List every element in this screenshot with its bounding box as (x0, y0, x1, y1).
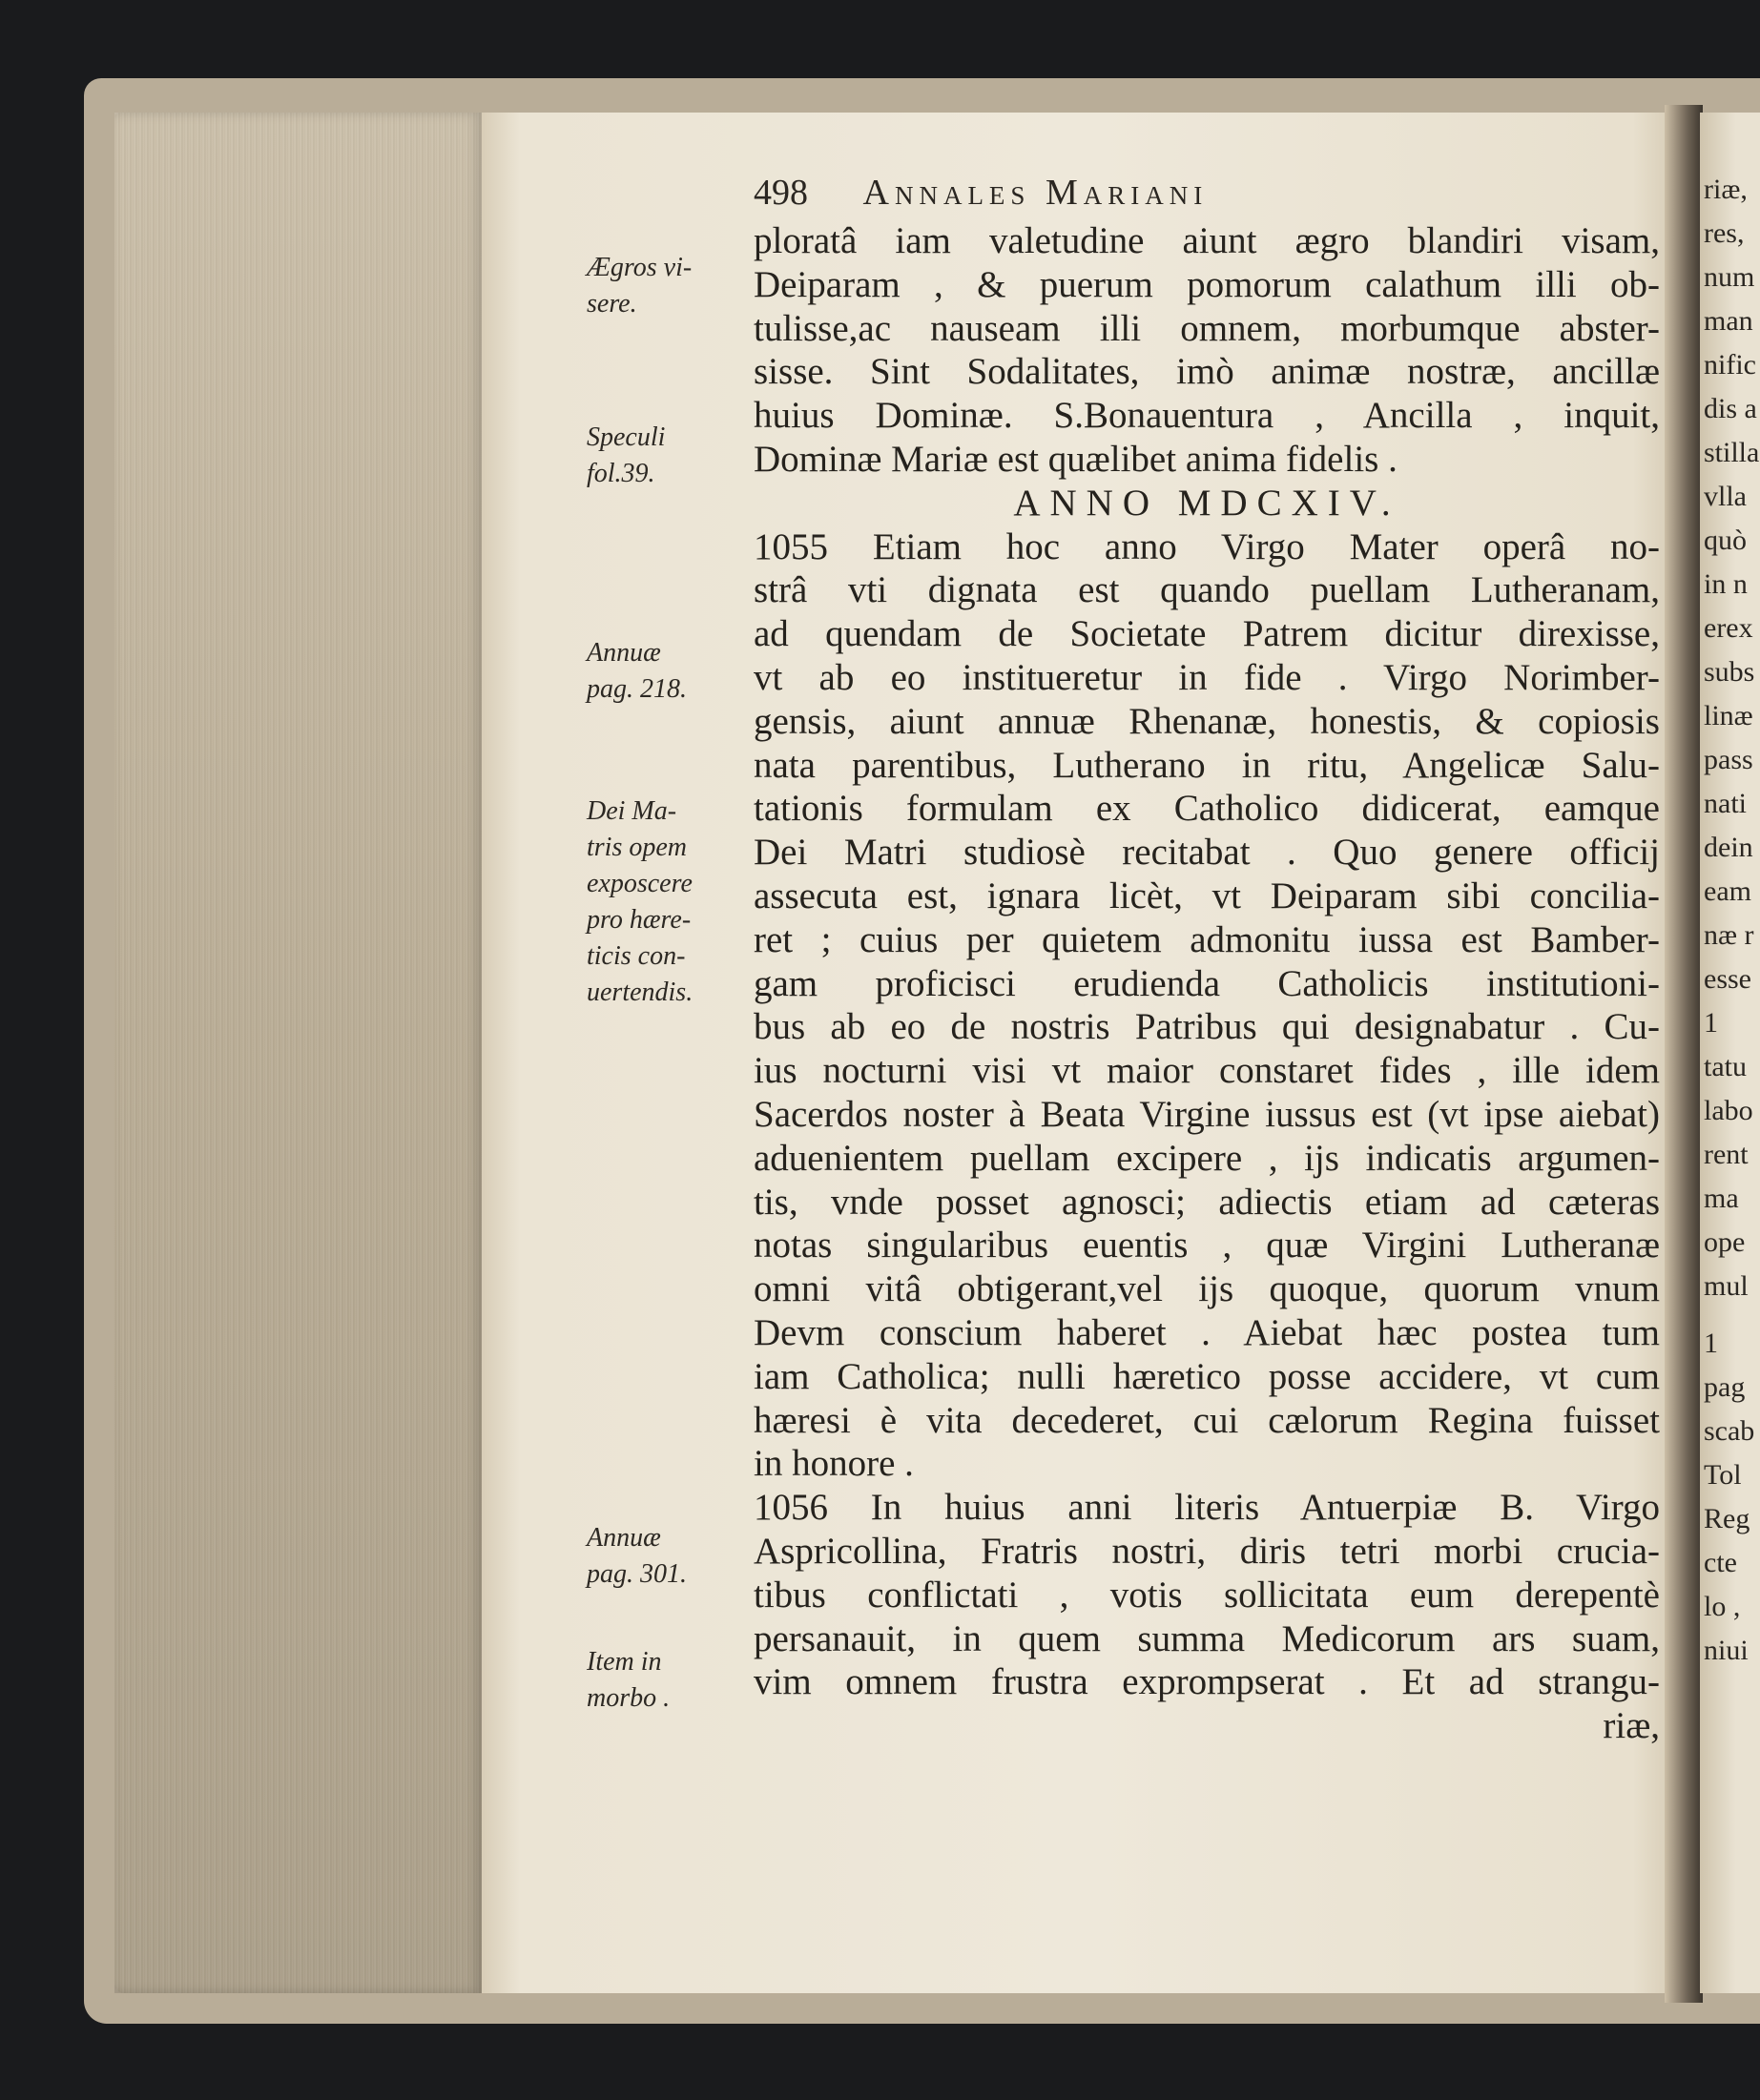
fragment-line: nific (1704, 349, 1756, 381)
fragment-line: subs (1704, 656, 1755, 688)
fragment-line: cte (1704, 1547, 1737, 1578)
fragment-line: næ r (1704, 919, 1754, 951)
text-line: vt ab eo institueretur in fide . Virgo Norimber- (754, 656, 1660, 698)
fragment-line: niui (1704, 1635, 1749, 1666)
fragment-line: num (1704, 261, 1755, 293)
fragment-line: mul (1704, 1270, 1749, 1302)
text-line: aduenientem puellam excipere , ijs indicatis argumen- (754, 1137, 1660, 1179)
margin-note-line: Annuæ (587, 638, 661, 668)
fragment-line: man (1704, 305, 1753, 337)
fragment-line: 1 (1704, 1328, 1718, 1359)
margin-note-line: fol.39. (587, 459, 655, 488)
fragment-line: 1 (1704, 1007, 1718, 1039)
text-line: omni vitâ obtigerant,vel ijs quoque, quorum vnum (754, 1268, 1660, 1310)
margin-note-line: exposcere (587, 869, 693, 898)
text-line: Aspricollina, Fratris nostri, diris tetri morbi crucia- (754, 1530, 1660, 1572)
text-line: Sacerdos noster à Beata Virgine iussus est (vt ipse aiebat) (754, 1093, 1660, 1135)
fragment-line: lo , (1704, 1591, 1741, 1622)
fragment-line: in n (1704, 568, 1748, 600)
page-edges (114, 113, 482, 1993)
margin-note-annuae-301 (587, 1520, 739, 1593)
body-text (754, 219, 1660, 1748)
text-line: tulisse,ac nauseam illi omnem, morbumque abster- (754, 307, 1660, 349)
text-line: strâ vti dignata est quando puellam Lutheranam, (754, 569, 1660, 611)
fragment-line: erex (1704, 612, 1753, 644)
text-line: 1055 Etiam hoc anno Virgo Mater operâ no- (754, 525, 1660, 567)
fragment-line: tatu (1704, 1051, 1747, 1082)
text-line: notas singularibus euentis , quæ Virgini Lutheranæ (754, 1225, 1660, 1266)
margin-note-line: morbo . (587, 1683, 671, 1713)
margin-note-line: Annuæ (587, 1523, 661, 1553)
margin-note-line: pro hære- (587, 905, 692, 935)
fragment-line: dis a (1704, 393, 1757, 424)
text-line: ius nocturni visi vt maior constaret fides , ille idem (754, 1050, 1660, 1092)
fragment-line: Tol (1704, 1459, 1742, 1491)
text-line: 1056 In huius anni literis Antuerpiæ B. Virgo (754, 1487, 1660, 1529)
text-line: assecuta est, ignara licèt, vt Deiparam sibi concilia- (754, 875, 1660, 916)
text-line: bus ab eo de nostris Patribus qui designabatur . Cu- (754, 1006, 1660, 1048)
margin-note-speculi (587, 420, 739, 492)
margin-note-line: ticis con- (587, 941, 686, 971)
fragment-line: res, (1704, 217, 1745, 249)
book-gutter (1665, 105, 1703, 2003)
margin-note-line: Dei Ma- (587, 796, 677, 826)
fragment-line: nati (1704, 788, 1747, 819)
page-number: 498 (754, 173, 808, 213)
margin-note-line: Item in (587, 1647, 662, 1677)
margin-note-line: pag. 218. (587, 674, 687, 704)
text-line: tis, vnde posset agnosci; adiectis etiam ad cæteras (754, 1181, 1660, 1223)
fragment-line: esse (1704, 963, 1751, 995)
text-line: huius Dominæ. S.Bonauentura , Ancilla , inquit, (754, 395, 1660, 437)
text-line: Deiparam , & puerum pomorum calathum illi ob- (754, 263, 1660, 305)
text-line: tibus conflictati , votis sollicitata eum derepentè (754, 1574, 1660, 1616)
text-line: persanauit, in quem summa Medicorum ars suam, (754, 1617, 1660, 1659)
text-line: ad quendam de Societate Patrem dicitur direxisse, (754, 613, 1660, 655)
text-line: gensis, aiunt annuæ Rhenanæ, honestis, & copiosis (754, 700, 1660, 742)
fragment-line: ope (1704, 1226, 1746, 1258)
margin-note-line: tris opem (587, 833, 687, 862)
fragment-line: labo (1704, 1095, 1753, 1126)
fragment-line: Reg (1704, 1503, 1750, 1534)
text-line: vim omnem frustra exprompserat . Et ad strangu- (754, 1661, 1660, 1703)
margin-note-line: Ægros vi- (587, 253, 693, 282)
fragment-line: scab (1704, 1415, 1755, 1447)
margin-note-item-in-morbo (587, 1644, 739, 1717)
text-line: ret ; cuius per quietem admonitu iussa est Bamber- (754, 918, 1660, 960)
running-head (754, 172, 1208, 214)
fragment-line: linæ (1704, 700, 1753, 731)
margin-note-line: sere. (587, 289, 637, 319)
fragment-line: dein (1704, 832, 1753, 863)
text-line: sisse. Sint Sodalitates, imò animæ nostræ, ancillæ (754, 351, 1660, 393)
fragment-line: stilla (1704, 437, 1760, 468)
text-line: Dei Matri studiosè recitabat . Quo genere officij (754, 832, 1660, 874)
text-line: tationis formulam ex Catholico didicerat, eamque (754, 788, 1660, 830)
margin-note-line: Speculi (587, 422, 666, 452)
fragment-line: eam (1704, 875, 1751, 907)
fragment-line: pass (1704, 744, 1753, 775)
fragment-line: rent (1704, 1139, 1749, 1170)
text-line: in honore . (754, 1443, 914, 1485)
fragment-line: pag (1704, 1371, 1746, 1403)
year-heading: ANNO MDCXIV. (1013, 482, 1400, 524)
text-line: hæresi è vita decederet, cui cælorum Regina fuisset (754, 1399, 1660, 1441)
margin-note-annuae-218 (587, 635, 739, 708)
margin-note-line: uertendis. (587, 978, 694, 1007)
margin-note-dei-matris (587, 793, 739, 1011)
fragment-line: ma (1704, 1183, 1739, 1214)
running-title: Annales Mariani (862, 173, 1209, 213)
catchword: riæ, (1603, 1705, 1660, 1747)
right-page-fragment (1700, 113, 1760, 1993)
fragment-line: riæ, (1704, 174, 1748, 205)
text-line: gam proficisci erudienda Catholicis institutioni- (754, 962, 1660, 1004)
text-line: nata parentibus, Lutherano in ritu, Angelicæ Salu- (754, 744, 1660, 786)
text-line: Dominæ Mariæ est quælibet anima fidelis . (754, 438, 1398, 480)
text-line: Devm conscium haberet . Aiebat hæc postea tum (754, 1311, 1660, 1353)
fragment-line: vlla (1704, 481, 1747, 512)
margin-note-line: pag. 301. (587, 1559, 687, 1589)
margin-note-aegros (587, 250, 739, 322)
text-line: iam Catholica; nulli hæretico posse accidere, vt cum (754, 1355, 1660, 1397)
text-line: ploratâ iam valetudine aiunt ægro blandiri visam, (754, 220, 1660, 261)
fragment-line: quò (1704, 525, 1747, 556)
